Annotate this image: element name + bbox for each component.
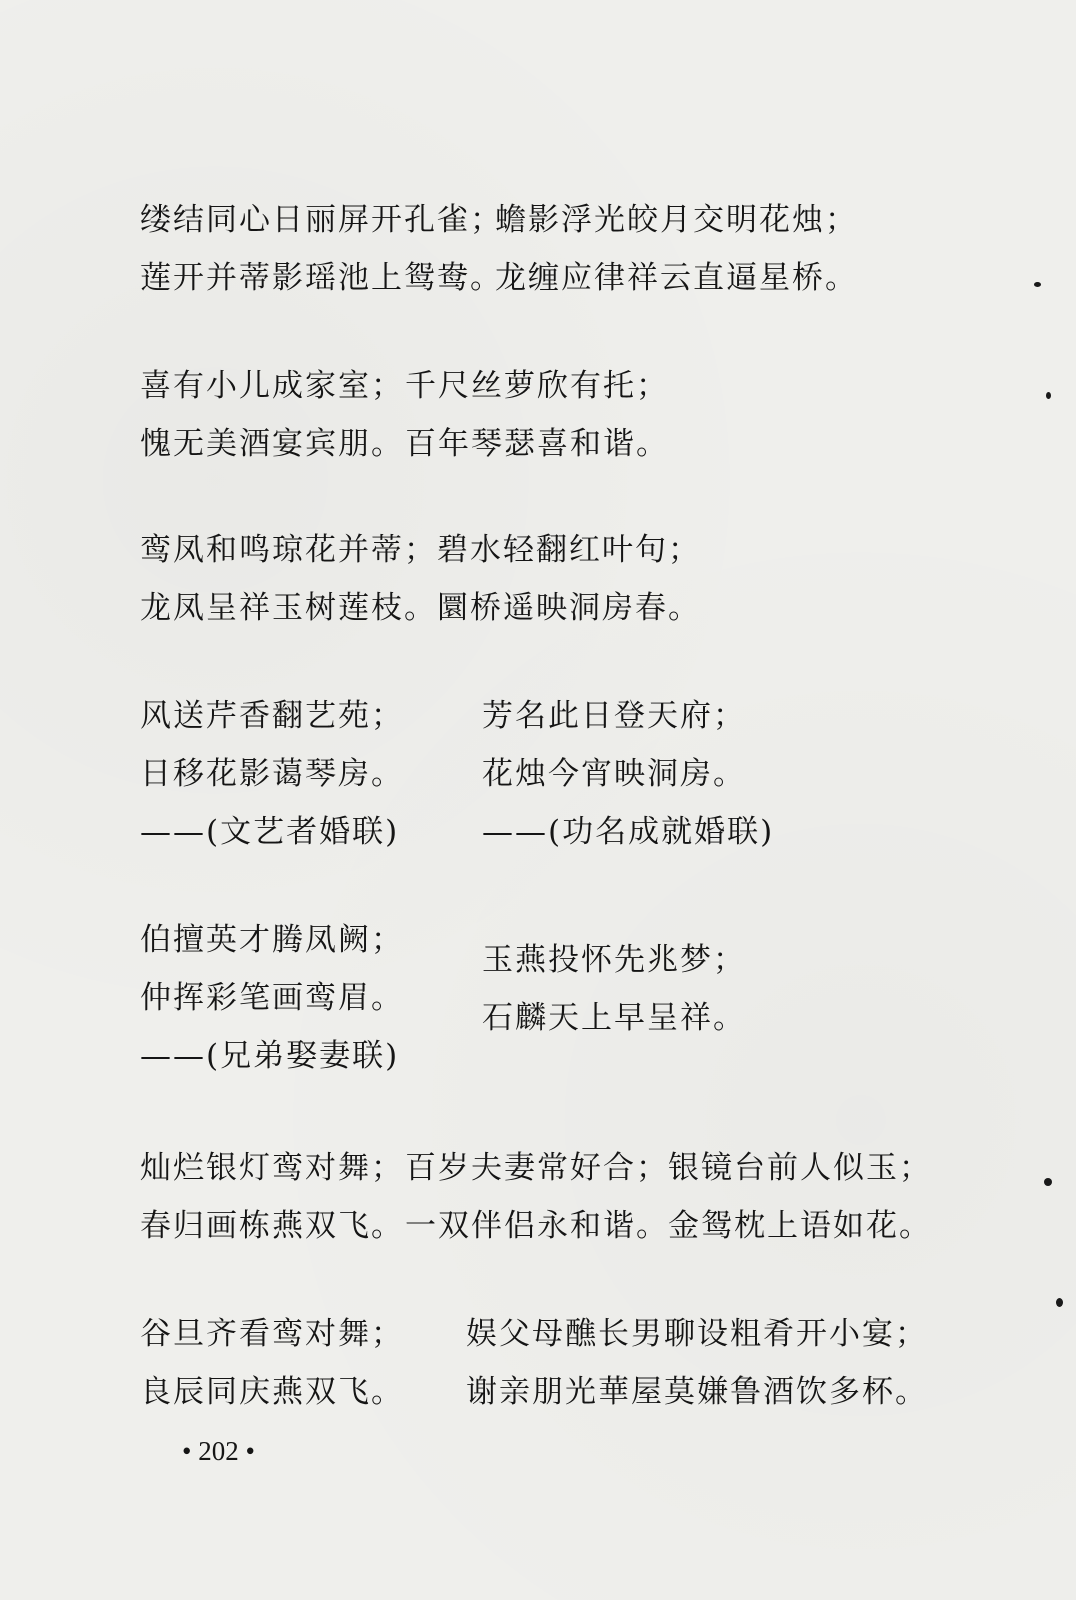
couplet-line: 春归画栋燕双飞。 [140, 1208, 404, 1244]
couplet-line: 良辰同庆燕双飞。 [140, 1374, 404, 1410]
couplet-line: 玉燕投怀先兆梦； [482, 942, 746, 978]
couplet-note: ——(兄弟娶妻联) [140, 1038, 400, 1074]
couplet-line: 龙凤呈祥玉树莲枝。 [140, 590, 437, 626]
couplet-note: ——(功名成就婚联) [482, 814, 775, 850]
couplet-line: 莲开并蒂影瑶池上鸳鸯。 [140, 260, 503, 296]
couplet-line: 千尺丝萝欣有托； [405, 368, 669, 404]
scan-speck [1034, 282, 1041, 287]
couplet-line: 一双伴侣永和谐。 [405, 1208, 669, 1244]
couplet-line: 喜有小儿成家室； [140, 368, 404, 404]
couplet-line: 蟾影浮光皎月交明花烛； [495, 202, 858, 238]
couplet-line: 愧无美酒宴宾朋。 [140, 426, 404, 462]
couplet-line: 缕结同心日丽屏开孔雀； [140, 202, 503, 238]
couplet-line: 金鸳枕上语如花。 [668, 1208, 932, 1244]
couplet-line: 谢亲朋光華屋莫嫌鲁酒饮多杯。 [466, 1374, 928, 1410]
couplet-line: 石麟天上早呈祥。 [482, 1000, 746, 1036]
scan-speck [1056, 1298, 1063, 1307]
couplet-line: 银镜台前人似玉； [668, 1150, 932, 1186]
couplet-line: 伯擅英才腾凤阙； [140, 922, 404, 958]
couplet-line: 谷旦齐看鸾对舞； [140, 1316, 404, 1352]
couplet-line: 风送芹香翻艺苑； [140, 698, 404, 734]
couplet-note: ——(文艺者婚联) [140, 814, 400, 850]
couplet-line: 圜桥遥映洞房春。 [437, 590, 701, 626]
couplet-line: 鸾凤和鸣琼花并蒂； [140, 532, 437, 568]
couplet-line: 花烛今宵映洞房。 [482, 756, 746, 792]
couplet-line: 碧水轻翻红叶句； [437, 532, 701, 568]
scan-speck [1044, 1178, 1052, 1186]
couplet-line: 芳名此日登天府； [482, 698, 746, 734]
scan-speck [1046, 392, 1051, 399]
couplet-line: 仲挥彩笔画鸾眉。 [140, 980, 404, 1016]
page-number: • 202 • [182, 1436, 255, 1466]
couplet-line: 灿烂银灯鸾对舞； [140, 1150, 404, 1186]
couplet-line: 龙缠应律祥云直逼星桥。 [495, 260, 858, 296]
couplet-line: 日移花影蔼琴房。 [140, 756, 404, 792]
couplet-line: 百年琴瑟喜和谐。 [405, 426, 669, 462]
couplet-line: 娱父母醮长男聊设粗肴开小宴； [466, 1316, 928, 1352]
couplet-line: 百岁夫妻常好合； [405, 1150, 669, 1186]
